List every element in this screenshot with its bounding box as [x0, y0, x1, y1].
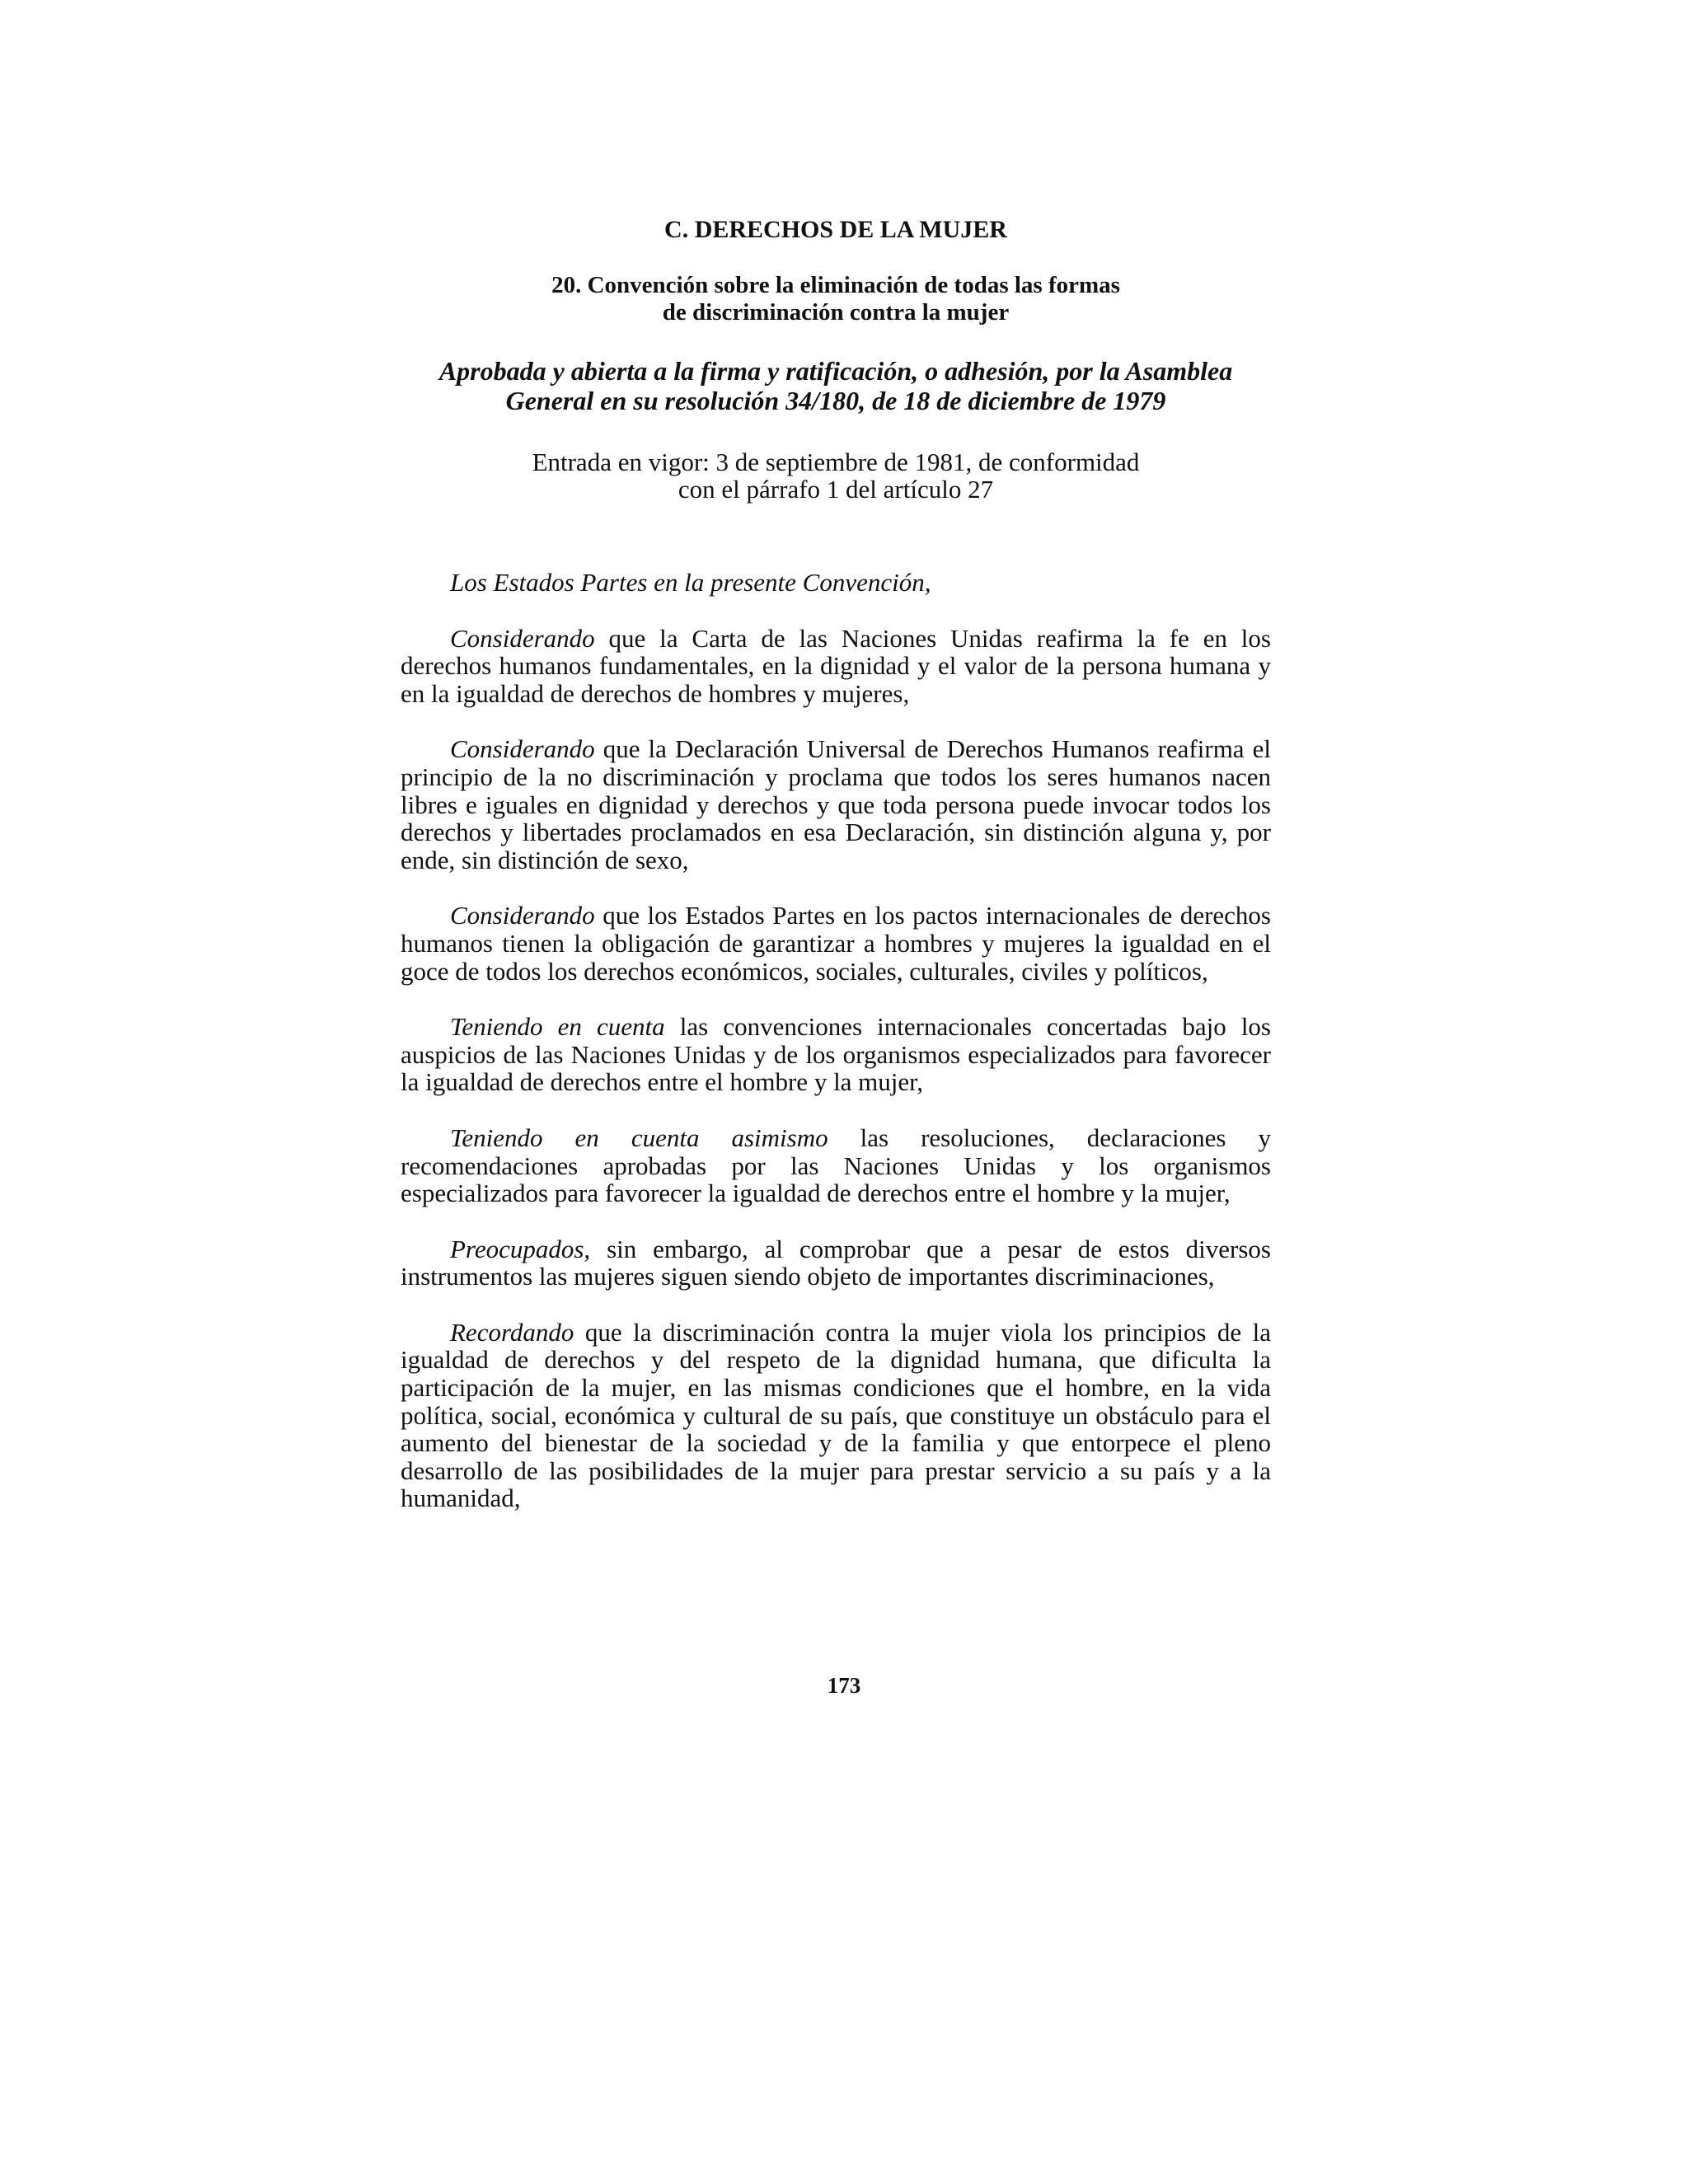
paragraph-lead: Teniendo en cuenta [450, 1012, 665, 1042]
paragraph-text: que la Carta de las Naciones Unidas reafirma la fe en los derechos humanos fundamentales, en la dignidad y el valor de la persona humana y en la igualdad de derechos de hombres y mujeres, [401, 623, 1271, 708]
adoption-note-line-2: General en su resolución 34/180, de 18 de diciembre de 1979 [505, 386, 1166, 415]
entry-into-force-line-1: Entrada en vigor: 3 de septiembre de 1981, de conformidad [532, 448, 1140, 476]
section-title: C. DERECHOS DE LA MUJER [664, 216, 1007, 243]
entry-into-force [401, 448, 1271, 503]
entry-into-force-line-2: con el párrafo 1 del artículo 27 [678, 475, 994, 504]
preamble-paragraph [401, 1235, 1271, 1291]
convention-title-line-1: 20. Convención sobre la eliminación de todas las formas [551, 272, 1120, 298]
paragraph-text: que los Estados Partes en los pactos internacionales de derechos humanos tienen la obligación de garantizar a hombres y mujeres la igualdad en el goce de todos los derechos económicos, sociales, culturales, civiles y políticos, [401, 901, 1271, 986]
paragraph-text: sin embargo, al comprobar que a pesar de estos diversos instrumentos las mujeres siguen siendo objeto de importantes discriminaciones, [401, 1234, 1271, 1291]
paragraph-text: las convenciones internacionales concertadas bajo los auspicios de las Naciones Unidas y de los organismos especializados para favorecer la igualdad de derechos entre el hombre y la mujer, [401, 1012, 1271, 1097]
paragraph-lead: Considerando [450, 623, 595, 653]
paragraph-lead: Recordando [450, 1317, 574, 1347]
preamble-paragraph [401, 1124, 1271, 1207]
adoption-note [401, 356, 1271, 415]
convention-title-line-2: de discriminación contra la mujer [662, 299, 1010, 326]
preamble-paragraph [401, 902, 1271, 985]
preamble-opening-text: Los Estados Partes en la presente Convención, [450, 568, 931, 597]
preamble-paragraph [401, 1319, 1271, 1512]
preamble-paragraph [401, 735, 1271, 874]
paragraph-lead: Considerando [450, 901, 595, 930]
paragraph-text: que la discriminación contra la mujer viola los principios de la igualdad de derechos y del respeto de la dignidad humana, que dificulta la participación de la mujer, en las mismas condiciones que el hombre, en la vida política, social, económica y cultural de su país, que constituye un obstáculo para el aumento del bienestar de la sociedad y de la familia y que entorpece el pleno desarrollo de las posibilidades de la mujer para prestar servicio a su país y a la humanidad, [401, 1317, 1271, 1513]
preamble-opening [401, 569, 1271, 597]
preamble-paragraph [401, 1013, 1271, 1096]
document-page [401, 216, 1271, 1512]
adoption-note-line-1: Aprobada y abierta a la firma y ratificación, o adhesión, por la Asamblea [438, 356, 1233, 386]
paragraph-lead: Considerando [450, 734, 595, 764]
convention-title [401, 272, 1271, 326]
paragraph-lead: Preocupados, [450, 1234, 591, 1263]
paragraph-lead: Teniendo en cuenta asimismo [450, 1122, 828, 1152]
paragraph-text: que la Declaración Universal de Derechos Humanos reafirma el principio de la no discriminación y proclama que todos los seres humanos nacen libres e iguales en dignidad y derechos y que toda persona puede invocar todos los derechos y libertades proclamados en esa Declaración, sin distinción alguna y, por ende, sin distinción de sexo, [401, 734, 1271, 874]
page-number: 173 [827, 1673, 861, 1698]
paragraph-text: las resoluciones, declaraciones y recomendaciones aprobadas por las Naciones Unidas y los organismos especializados para favorecer la igualdad de derechos entre el hombre y la mujer, [401, 1122, 1271, 1208]
preamble-paragraph [401, 625, 1271, 708]
